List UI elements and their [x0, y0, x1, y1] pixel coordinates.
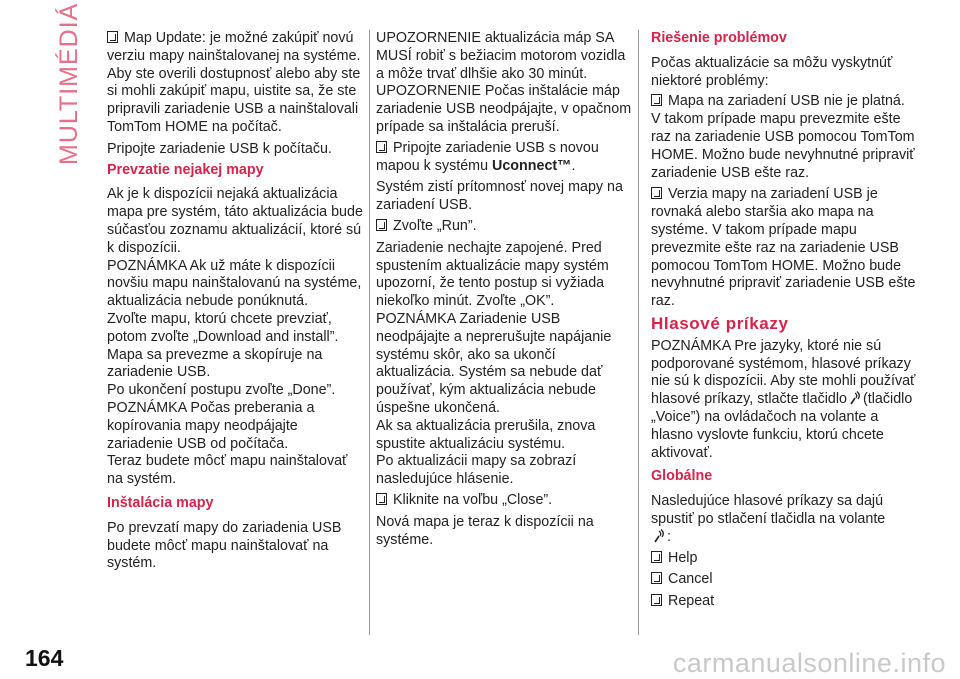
- paragraph: Ak je k dispozícii nejaká aktualizácia mapa pre systém, táto aktualizácia bude súčasťou zoznamu aktualizácií, ktoré sú k dispozícii. POZNÁMKA Ak už máte k dispozícii novšiu mapu nainštalovanú na systéme, aktualizácia nebude ponúknutá. Zvoľte mapu, ktorú chcete prevziať, potom zvoľte „Download and install”. Mapa sa prevezme a skopíruje na zariadenie USB. Po ukončení postupu zvoľte „Done”. POZNÁMKA Počas preberania a kopírovania mapy neodpájajte zariadenie USB od počítača. Teraz budete môcť mapu nainštalovať na systém.: [107, 186, 363, 488]
- heading-voice-commands: Hlasové príkazy: [651, 313, 789, 333]
- checkbox-icon: [651, 551, 662, 563]
- column-3: [651, 30, 916, 615]
- list-item: Mapa na zariadení USB nie je platná. V takom prípade mapu prevezmite ešte raz na zariadenie USB pomocou TomTom HOME. Možno bude nevyhnutné pripraviť zariadenie USB ešte raz.: [651, 93, 915, 181]
- heading-troubleshoot: Riešenie problémov: [651, 30, 787, 46]
- paragraph: Zariadenie nechajte zapojené. Pred spustením aktualizácie mapy systém upozorní, že tento postup si vyžiada niekoľko minút. Zvoľte „OK”. POZNÁMKA Zariadenie USB neodpájajte a neprerušujte napájanie systému skôr, ako sa ukončí aktualizácia. Systém sa nebude dať používať, kým aktualizácia nebude úspešne ukončená. Ak sa aktualizácia prerušila, znova spustite aktualizáciu systému. Po aktualizácii mapy sa zobrazí nasledujúce hlásenie.: [376, 239, 612, 488]
- heading-install: Inštalácia mapy: [107, 494, 214, 511]
- checkbox-icon: [376, 141, 387, 153]
- list-item: Map Update: je možné zakúpiť novú verziu mapy nainštalovanej na systéme. Aby ste overili dostupnosť alebo aby ste si mohli zakúpiť mapu, uistite sa, že ste pripravili zariadenie USB a nainštalovali TomTom HOME na počítač.: [107, 30, 361, 135]
- paragraph: Nasledujúce hlasové príkazy sa dajú spustiť po stlačení tlačidla na volante :: [651, 493, 886, 545]
- paragraph: UPOZORNENIE aktualizácia máp SA MUSÍ robiť s bežiacim motorom vozidla a môže trvať dlhšie ako 30 minút. UPOZORNENIE Počas inštalácie máp zariadenie USB neodpájajte, v opačnom prípade sa inštalácia preruší.: [376, 30, 632, 135]
- list-item: Cancel: [651, 571, 916, 589]
- checkbox-icon: [376, 493, 387, 505]
- paragraph: Po prevzatí mapy do zariadenia USB budete môcť mapu nainštalovať na systém.: [107, 519, 342, 572]
- list-item: Zvoľte „Run”.: [376, 218, 634, 236]
- column-1: [107, 30, 365, 576]
- list-item: Repeat: [651, 593, 916, 611]
- paragraph: POZNÁMKA Pre jazyky, ktoré nie sú podporované systémom, hlasové príkazy nie sú k dispozícii. Aby ste mohli používať hlasové príkazy, stlačte tlačidlo (tlačidlo „Voice”) na ovládačoch na volante a hlasno vyslovte funkciu, ktorú chcete aktivovať.: [651, 337, 916, 461]
- paragraph: Pripojte zariadenie USB k počítaču.: [107, 140, 332, 157]
- paragraph: Systém zistí prítomnosť novej mapy na zariadení USB.: [376, 179, 623, 214]
- voice-button-icon: [653, 529, 665, 543]
- checkbox-icon: [651, 572, 662, 584]
- column-divider-2: [638, 30, 639, 635]
- heading-global: Globálne: [651, 468, 713, 485]
- column-divider-1: [369, 30, 370, 635]
- list-item: Kliknite na voľbu „Close”.: [376, 492, 634, 510]
- checkbox-icon: [376, 219, 387, 231]
- list-item: Verzia mapy na zariadení USB je rovnaká alebo staršia ako mapa na systéme. V takom prípade mapu prevezmite ešte raz na zariadenie USB pomocou TomTom HOME. Možno bude nevyhnutné pripraviť zariadenie USB ešte raz.: [651, 186, 916, 310]
- list-item: Help: [651, 550, 916, 568]
- watermark: carmanualsonline.info: [672, 648, 946, 678]
- checkbox-icon: [651, 187, 662, 199]
- checkbox-icon: [651, 94, 662, 106]
- checkbox-icon: [651, 594, 662, 606]
- list-item: Pripojte zariadenie USB s novou mapou k systému Uconnect™.: [376, 139, 599, 174]
- voice-button-icon: [849, 391, 861, 405]
- section-title: MULTIMÉDIÁ: [55, 2, 83, 165]
- column-2: [376, 30, 634, 552]
- heading-download: Prevzatie nejakej mapy: [107, 161, 264, 178]
- paragraph: Nová mapa je teraz k dispozícii na systéme.: [376, 513, 594, 548]
- page-number: 164: [25, 645, 64, 671]
- paragraph: Počas aktualizácie sa môžu vyskytnúť niektoré problémy:: [651, 54, 893, 89]
- checkbox-icon: [107, 31, 118, 43]
